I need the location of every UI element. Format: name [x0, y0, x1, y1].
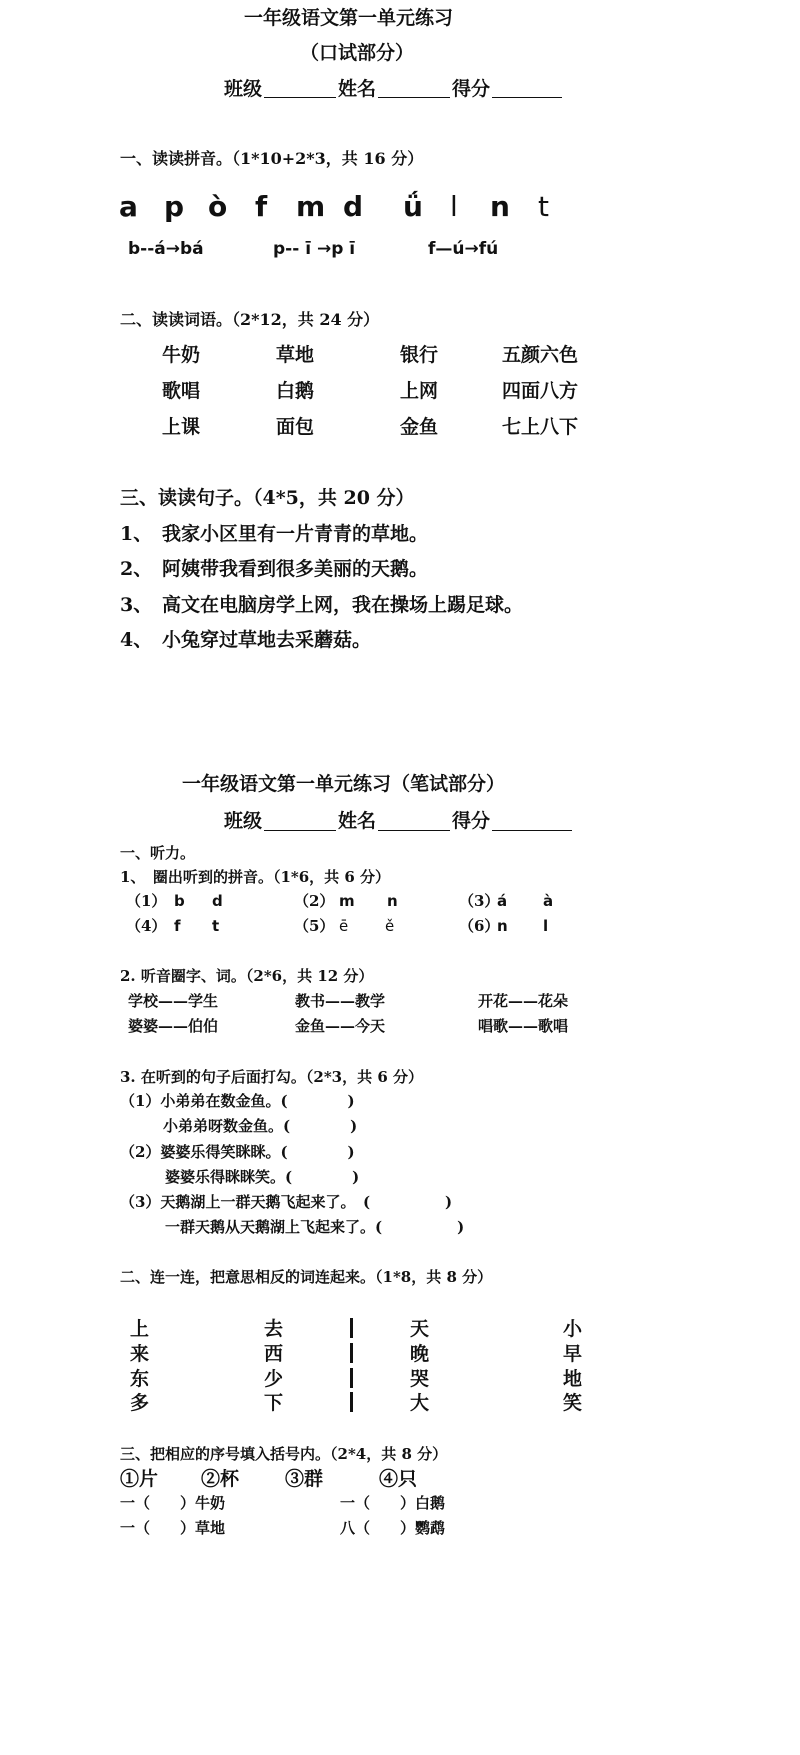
class-label: 班级	[224, 810, 263, 832]
word-pair[interactable]: 唱歌——歌唱	[478, 1017, 569, 1035]
name-blank[interactable]	[378, 97, 450, 98]
sentence-num: 3、	[120, 594, 153, 616]
class-blank[interactable]	[264, 830, 336, 831]
choice-option[interactable]: f	[174, 917, 181, 935]
measure-option: ④只	[379, 1468, 418, 1490]
score-blank[interactable]	[492, 830, 572, 831]
match-heading: 二、连一连，把意思相反的词连起来。（1*8，共 8 分）	[120, 1268, 493, 1286]
fill-item[interactable]: 八（ ）鹦鹉	[340, 1519, 446, 1537]
pinyin-letter: a	[119, 190, 138, 223]
word: 上课	[162, 416, 201, 438]
listen-q3-heading: 3. 在听到的句子后面打勾。（2*3，共 6 分）	[120, 1068, 423, 1086]
word-pair[interactable]: 金鱼——今天	[295, 1017, 386, 1035]
pinyin-letter: p	[164, 190, 185, 223]
match-word[interactable]: 哭	[410, 1368, 430, 1390]
match-word[interactable]: 小	[563, 1318, 583, 1340]
sentence-text: 我家小区里有一片青青的草地。	[162, 523, 429, 545]
pinyin-letter: n	[490, 190, 510, 223]
choice-num: （4）	[126, 917, 167, 935]
match-word[interactable]: 晚	[410, 1343, 430, 1365]
word-pair[interactable]: 学校——学生	[128, 992, 219, 1010]
written-title: 一年级语文第一单元练习（笔试部分）	[182, 773, 506, 795]
choice-num: （2）	[294, 892, 335, 910]
class-blank[interactable]	[264, 97, 336, 98]
choice-option[interactable]: á	[497, 892, 508, 910]
oral-title: 一年级语文第一单元练习	[244, 7, 454, 29]
word: 牛奶	[162, 344, 201, 366]
tick-sentence[interactable]: （2）婆婆乐得笑眯眯。( )	[120, 1143, 355, 1161]
score-blank[interactable]	[492, 97, 562, 98]
choice-num: （6）	[459, 917, 500, 935]
fill-item[interactable]: 一（ ）草地	[120, 1519, 226, 1537]
pinyin-blend: p-- ī →p ī	[273, 239, 356, 259]
choice-option[interactable]: t	[212, 917, 220, 935]
listen-q2-heading: 2. 听音圈字、词。（2*6，共 12 分）	[120, 967, 374, 985]
measure-option: ①片	[120, 1468, 159, 1490]
fill-item[interactable]: 一（ ）白鹅	[340, 1494, 446, 1512]
match-word[interactable]: 多	[130, 1392, 150, 1414]
pinyin-letter: m	[296, 190, 326, 223]
match-word[interactable]: 来	[130, 1343, 150, 1365]
sentence-num: 4、	[120, 629, 153, 651]
choice-option[interactable]: à	[543, 892, 554, 910]
match-word[interactable]: 去	[264, 1318, 284, 1340]
listen-q1-heading: 1、 圈出听到的拼音。（1*6，共 6 分）	[120, 868, 391, 886]
sentence-text: 阿姨带我看到很多美丽的天鹅。	[162, 558, 429, 580]
sentence-num: 2、	[120, 558, 153, 580]
tick-sentence[interactable]: （3）天鹅湖上一群天鹅飞起来了。 ( )	[120, 1193, 453, 1211]
word: 上网	[400, 380, 439, 402]
tick-sentence[interactable]: 小弟弟呀数金鱼。( )	[163, 1117, 358, 1135]
pinyin-letter: ǘ	[403, 190, 423, 223]
word: 四面八方	[502, 380, 579, 402]
match-word[interactable]: 上	[130, 1318, 150, 1340]
pinyin-letter: d	[343, 190, 364, 223]
score-label: 得分	[452, 810, 491, 832]
sentence-text: 小兔穿过草地去采蘑菇。	[162, 629, 372, 651]
sentence-num: 1、	[120, 523, 153, 545]
choice-option[interactable]: d	[212, 892, 223, 910]
pinyin-letter: f	[255, 190, 268, 223]
name-label: 姓名	[338, 810, 377, 832]
oral-sec3-heading: 三、读读句子。（4*5，共 20 分）	[120, 487, 415, 509]
word: 面包	[276, 416, 315, 438]
pinyin-letter: l	[450, 190, 458, 223]
word: 金鱼	[400, 416, 439, 438]
pinyin-letter: ò	[208, 190, 228, 223]
choice-option[interactable]: m	[339, 892, 355, 910]
word: 五颜六色	[502, 344, 579, 366]
choice-option[interactable]: ē	[339, 917, 349, 935]
name-blank[interactable]	[378, 830, 450, 831]
match-word[interactable]: 天	[410, 1318, 430, 1340]
word-pair[interactable]: 婆婆——伯伯	[128, 1017, 219, 1035]
sentence-text: 高文在电脑房学上网，我在操场上踢足球。	[162, 594, 524, 616]
oral-sec2-heading: 二、读读词语。（2*12，共 24 分）	[120, 310, 380, 329]
pinyin-blend: b--á→bá	[128, 239, 204, 259]
choice-num: （1）	[126, 892, 167, 910]
match-word[interactable]: 少	[264, 1368, 284, 1390]
match-word[interactable]: 地	[563, 1368, 583, 1390]
oral-sec1-heading: 一、读读拼音。（1*10+2*3，共 16 分）	[120, 149, 424, 168]
match-word[interactable]: 下	[264, 1392, 284, 1414]
measure-option: ②杯	[201, 1468, 240, 1490]
word: 银行	[400, 344, 439, 366]
word: 七上八下	[502, 416, 579, 438]
match-word[interactable]: 东	[130, 1368, 150, 1390]
listen-heading: 一、听力。	[120, 844, 196, 862]
match-word[interactable]: 大	[410, 1392, 430, 1414]
name-label: 姓名	[338, 78, 377, 100]
match-word[interactable]: 早	[563, 1343, 583, 1365]
tick-sentence[interactable]: 一群天鹅从天鹅湖上飞起来了。( )	[165, 1218, 465, 1236]
divider-bar	[350, 1392, 353, 1412]
word-pair[interactable]: 教书——教学	[295, 992, 386, 1010]
score-label: 得分	[452, 78, 491, 100]
match-word[interactable]: 笑	[563, 1392, 583, 1414]
measure-option: ③群	[285, 1468, 324, 1490]
word-pair[interactable]: 开花——花朵	[478, 992, 569, 1010]
choice-option[interactable]: b	[174, 892, 185, 910]
word: 草地	[276, 344, 315, 366]
tick-sentence[interactable]: （1）小弟弟在数金鱼。( )	[120, 1092, 355, 1110]
choice-option[interactable]: n	[387, 892, 398, 910]
choice-num: （3）	[459, 892, 500, 910]
divider-bar	[350, 1368, 353, 1388]
word: 歌唱	[162, 380, 201, 402]
word: 白鹅	[276, 380, 315, 402]
divider-bar	[350, 1318, 353, 1338]
pinyin-letter: t	[538, 190, 549, 223]
choice-option[interactable]: n	[497, 917, 508, 935]
fill-item[interactable]: 一（ ）牛奶	[120, 1494, 226, 1512]
choice-option[interactable]: ě	[385, 917, 395, 935]
pinyin-blend: f—ú→fú	[428, 239, 499, 259]
class-label: 班级	[224, 78, 263, 100]
divider-bar	[350, 1343, 353, 1363]
tick-sentence[interactable]: 婆婆乐得眯眯笑。( )	[165, 1168, 360, 1186]
choice-num: （5）	[294, 917, 335, 935]
match-word[interactable]: 西	[264, 1343, 284, 1365]
choice-option[interactable]: l	[543, 917, 549, 935]
oral-subtitle: （口试部分）	[300, 42, 415, 64]
fill-heading: 三、把相应的序号填入括号内。（2*4，共 8 分）	[120, 1445, 448, 1463]
